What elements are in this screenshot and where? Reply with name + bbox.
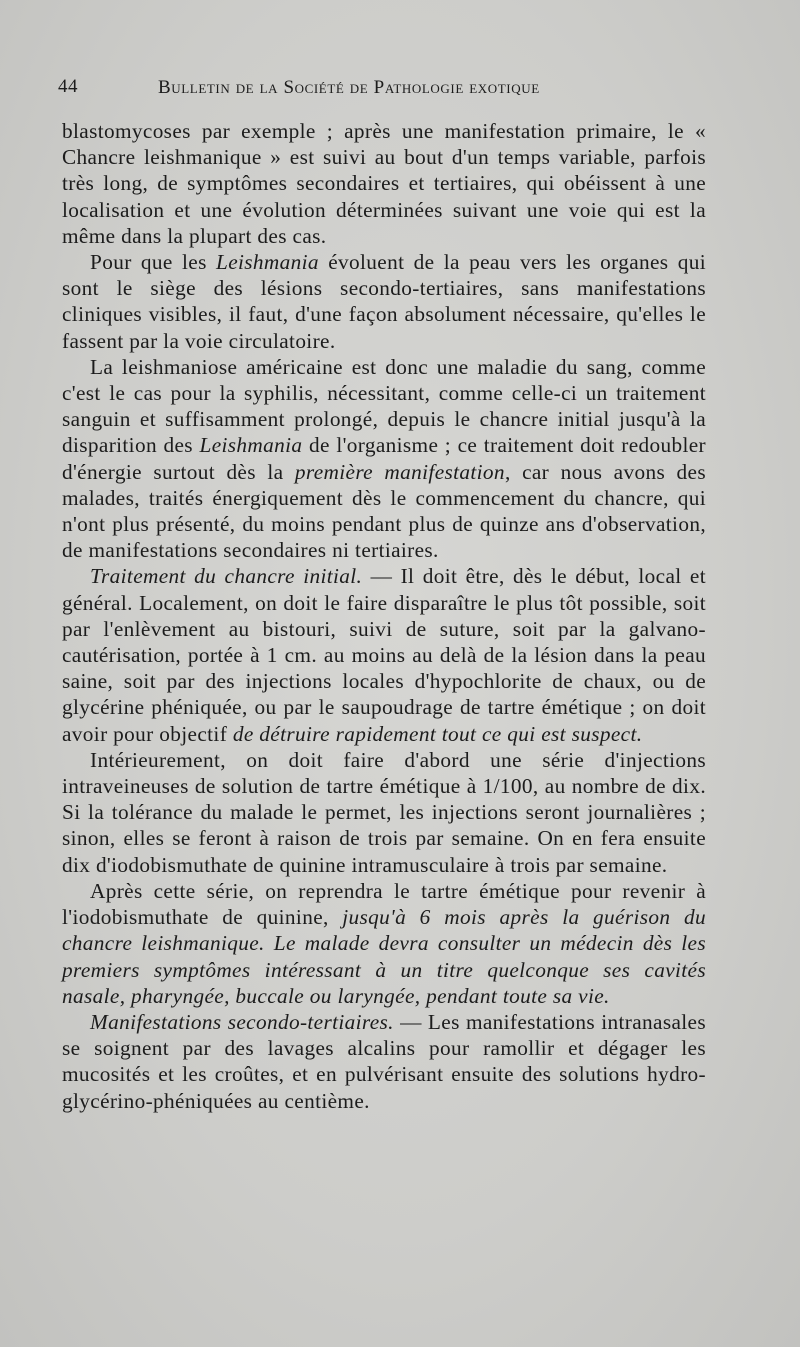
text-run: Pour que les (90, 250, 217, 275)
italic-phrase: première manifestation (294, 459, 505, 484)
text-run: blastomycoses par exemple ; après une manifestation primaire, le « Chancre leishmanique » est suivi au bout d'un temps variable, parfois très long, de symptômes secondaires et tertiaires, qui obéissent à une localisation et une évolution déterminées suivant une voie qui est la même dans la plupart des cas. (62, 119, 706, 248)
paragraph-3 (62, 354, 706, 564)
page-number: 44 (58, 76, 78, 97)
paragraph-6 (62, 878, 706, 1009)
running-head (58, 76, 748, 102)
paragraph-4 (62, 563, 706, 746)
paragraph-7 (62, 1009, 706, 1114)
text-run: de l'organisme ; ce traitement doit redoubler d'énergie surtout dès la (62, 433, 707, 484)
journal-title: Bulletin de la Société de Pathologie exotique (158, 77, 540, 98)
text-run: Intérieurement, on doit faire d'abord une série d'injections intraveineuses de solution de tartre émétique à 1/100, au nombre de dix. Si la tolérance du malade le permet, les injections seront journalières ; sinon, elles se feront à raison de trois par semaine. On en fera ensuite dix d'iodobismuthate de quinine intramusculaire à trois par semaine. (62, 747, 706, 877)
italic-phrase: de détruire rapidement tout ce qui est suspect. (232, 721, 643, 746)
paragraph-2 (62, 249, 706, 354)
italic-term: Leishmania (199, 433, 303, 458)
section-heading: Manifestations secondo-tertiaires. (90, 1009, 394, 1034)
text-run: La leishmaniose américaine est donc une maladie du sang, comme c'est le cas pour la syphilis, nécessitant, comme celle-ci un traitement sanguin et suffisamment prolongé, depuis le chancre initial jusqu'à la disparition des (62, 354, 706, 458)
text-run: — Les manifestations intranasales se soignent par des lavages alcalins pour ramollir et dégager les mucosités et les croûtes, et en pulvérisant ensuite des solutions hydro-glycérino-phéniquées au centième. (62, 1009, 706, 1113)
text-run: — Il doit être, dès le début, local et général. Localement, on doit le faire disparaître le plus tôt possible, soit par l'enlèvement au bistouri, suivi de suture, soit par la galvano-cautérisation, portée à 1 cm. au moins au delà de la lésion dans la peau saine, soit par des injections locales d'hypochlorite de chaux, ou de glycérine phéniquée, ou par le saupoudrage de tartre émétique ; on doit avoir pour objectif (62, 564, 706, 746)
italic-term: Leishmania (216, 250, 319, 275)
text-run: évoluent de la peau vers les organes qui sont le siège des lésions secondo-tertiaires, sans manifestations cliniques visibles, il faut, d'une façon absolument nécessaire, qu'elles le fassent par la voie circulatoire. (62, 250, 706, 353)
section-heading: Traitement du chancre initial. (90, 564, 363, 589)
text-run: Après cette série, on reprendra le tartre émétique pour revenir à l'iodobismuthate de quinine, (62, 878, 706, 930)
paragraph-1 (62, 118, 706, 249)
text-run: , car nous avons des malades, traités énergiquement dès le commencement du chancre, qui n'ont plus présenté, du moins pendant plus de quinze ans d'observation, de manifestations secondaires ni tertiaires. (62, 459, 706, 563)
body-text (62, 118, 706, 1114)
italic-phrase: jusqu'à 6 mois après la guérison du chancre leishmanique. Le malade devra consulter un médecin dès les premiers symptômes intéressant à un titre quelconque ses cavités nasale, pharyngée, buccale ou laryngée, pendant toute sa vie. (62, 905, 706, 1008)
paragraph-5 (62, 747, 706, 878)
